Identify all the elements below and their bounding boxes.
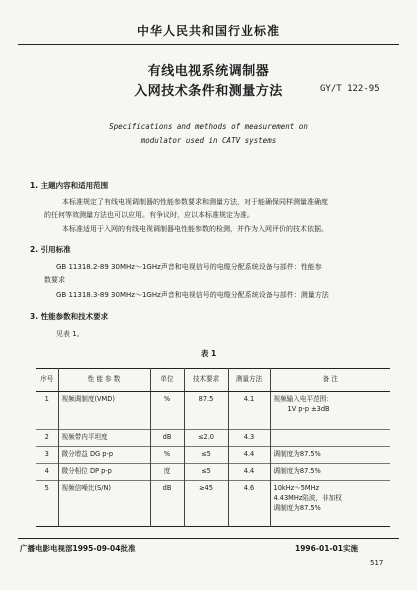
cell-unit: 度 (150, 464, 184, 481)
cell-unit: % (150, 392, 184, 430)
note-line: 10kHz～5MHz (273, 484, 320, 492)
cell-method: 4.6 (228, 481, 270, 527)
effective-date: 1996-01-01实施 (295, 544, 358, 553)
specification-table (36, 368, 390, 527)
header-unit: 单位 (150, 369, 184, 392)
note-line: 4.43MHz陷波，非加权 (273, 493, 342, 502)
table-row (36, 392, 390, 430)
cell-number: 4 (36, 464, 58, 481)
cell-number: 2 (36, 430, 58, 447)
note-line: 1V p-p ±3dB (287, 404, 330, 413)
cell-parameter: 视频信噪比(S/N) (58, 481, 150, 527)
cell-requirement: ≥45 (184, 481, 228, 527)
cell-unit: dB (150, 481, 184, 527)
cell-requirement: ≤5 (184, 447, 228, 464)
cell-number: 3 (36, 447, 58, 464)
table-row (36, 464, 390, 481)
reference-1: GB 11318.2-89 30MHz～1GHz声音和电视信号的电缆分配系统设备与部件：性能参 (56, 263, 322, 271)
cell-note: 调制度为87.5% (270, 447, 390, 464)
footer-rule (18, 538, 399, 539)
table-caption: 表 1 (200, 349, 217, 358)
note-line: 调制度为87.5% (273, 503, 321, 512)
section-1-paragraph-1-cont: 的任何等效测量方法也可以应用。有争议时，应以本标准规定为准。 (44, 211, 254, 219)
section-1-heading: 1. 主题内容和适用范围 (30, 181, 109, 190)
cell-method: 4.4 (228, 447, 270, 464)
table-row (36, 481, 390, 527)
header-number: 序号 (36, 369, 58, 392)
table-row (36, 430, 390, 447)
approval-date: 广播电影电视部1995-09-04批准 (20, 544, 136, 553)
header-method: 测量方法 (228, 369, 270, 392)
section-1-paragraph-1: 本标准规定了有线电视调制器的性能参数要求和测量方法，对于能确保同样测量准确度 (62, 198, 328, 206)
cell-number: 5 (36, 481, 58, 527)
cell-parameter: 视频调制度(VMD) (58, 392, 150, 430)
cell-note (270, 481, 390, 527)
cell-parameter: 视频带内平坦度 (58, 430, 150, 447)
section-1-paragraph-2: 本标准适用于入网的有线电视调制器电性能参数的检测，并作为入网评价的技术依据。 (62, 225, 328, 233)
section-3-heading: 3. 性能参数和技术要求 (30, 312, 109, 321)
note-line: 视频输入电平范围： (273, 395, 333, 403)
header-rule (18, 44, 399, 45)
issuing-authority: 中华人民共和国行业标准 (136, 24, 280, 38)
title-line-1: 有线电视系统调制器 (147, 64, 270, 79)
page-number: 517 (370, 559, 384, 567)
cell-requirement: ≤2.0 (184, 430, 228, 447)
reference-2: GB 11318.3-89 30MHz～1GHz声音和电视信号的电缆分配系统设备与部件：测量方法 (56, 291, 329, 299)
cell-method: 4.4 (228, 464, 270, 481)
section-2-heading: 2. 引用标准 (30, 245, 71, 254)
header-parameter: 性 能 参 数 (58, 369, 150, 392)
table-header-row (36, 369, 390, 392)
cell-requirement: ≤5 (184, 464, 228, 481)
cell-note (270, 430, 390, 447)
header-note: 备 注 (270, 369, 390, 392)
section-3-paragraph: 见表 1。 (56, 330, 84, 338)
cell-method: 4.1 (228, 392, 270, 430)
english-title-line-2: modulator used in CATV systems (140, 136, 277, 145)
cell-number: 1 (36, 392, 58, 430)
title-line-2: 入网技术条件和测量方法 (134, 84, 283, 99)
cell-note: 调制度为87.5% (270, 464, 390, 481)
table-row (36, 447, 390, 464)
cell-unit: dB (150, 430, 184, 447)
reference-1-cont: 数要求 (44, 276, 65, 284)
english-title-line-1: Specifications and methods of measurement on (109, 122, 308, 131)
cell-requirement: 87.5 (184, 392, 228, 430)
cell-note (270, 392, 390, 430)
cell-unit: % (150, 447, 184, 464)
cell-method: 4.3 (228, 430, 270, 447)
header-requirement: 技术要求 (184, 369, 228, 392)
cell-parameter: 微分相位 DP p-p (58, 464, 150, 481)
standard-code: GY/T 122-95 (320, 84, 380, 94)
cell-parameter: 微分增益 DG p-p (58, 447, 150, 464)
